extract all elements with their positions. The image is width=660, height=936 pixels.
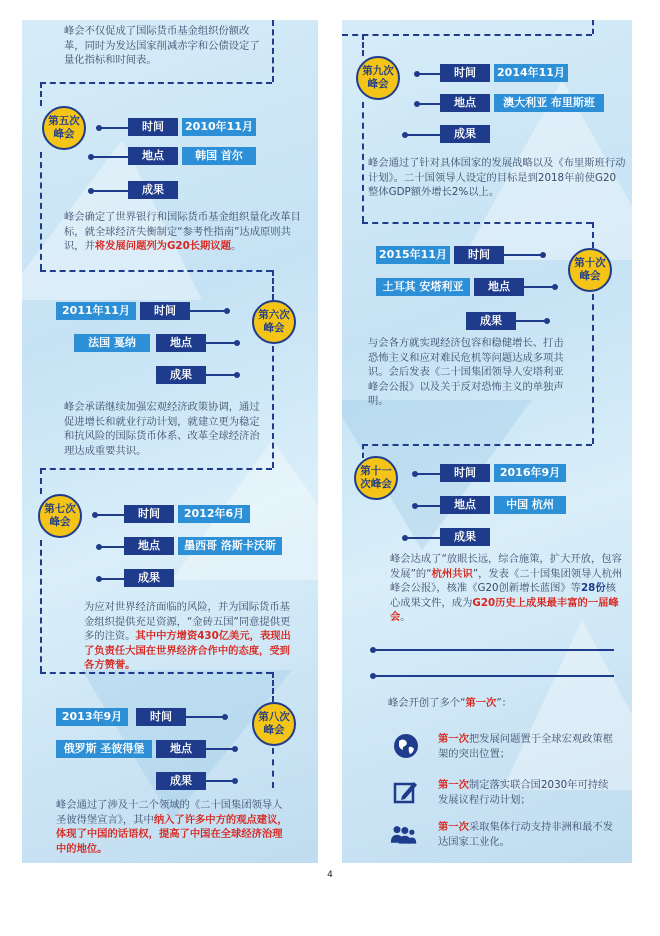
place-label: 地点 xyxy=(156,740,206,758)
summit-8-place: 俄罗斯 圣彼得堡 xyxy=(56,740,152,758)
result-label: 成果 xyxy=(466,312,516,330)
time-label: 时间 xyxy=(124,505,174,523)
firsts-title: 峰会开创了多个“第一次”： xyxy=(388,697,512,709)
summit-7-outcome: 为应对世界经济面临的风险，并为国际货币基金组织提供充足资源，“金砖五国”同意提供更多的注资。其中中方增资430亿美元，表现出了负责任大国在世界经济合作中的态度，受到各方赞誉。 xyxy=(84,601,291,671)
summit-5-outcome: 峰会确定了世界银行和国际货币基金组织量化改革目标，就全球经济失衡制定“参考性指南”达成原则共识，并将发展问题列为G20长期议题。 xyxy=(64,211,301,252)
summit-10-badge: 第十次峰会 xyxy=(568,248,612,292)
right-infographic-column xyxy=(342,20,632,863)
summit-9-date: 2014年11月 xyxy=(494,64,568,82)
summit-9-badge: 第九次峰会 xyxy=(356,56,400,100)
summit-6-place: 法国 戛纳 xyxy=(74,334,150,352)
result-label: 成果 xyxy=(156,772,206,790)
time-label: 时间 xyxy=(140,302,190,320)
summit-11-place: 中国 杭州 xyxy=(494,496,566,514)
summit-6-badge: 第六次峰会 xyxy=(252,300,296,344)
first-item-2: 第一次制定落实联合国2030年可持续发展议程行动计划； xyxy=(438,779,609,806)
place-label: 地点 xyxy=(474,278,524,296)
summit-8-outcome: 峰会通过了涉及十二个领域的《二十国集团领导人圣彼得堡宣言》，其中纳入了许多中方的观点建议，体现了中国的话语权，提高了中国在全球经济治理中的地位。 xyxy=(56,799,288,855)
summit-6-outcome: 峰会承诺继续加强宏观经济政策协调，通过促进增长和就业行动计划，就建立更为稳定和抗风险的国际货币体系、改革全球经济治理达成重要共识。 xyxy=(64,401,260,457)
summit-11-date: 2016年9月 xyxy=(494,464,566,482)
place-label: 地点 xyxy=(124,537,174,555)
time-label: 时间 xyxy=(440,464,490,482)
place-label: 地点 xyxy=(440,496,490,514)
time-label: 时间 xyxy=(128,118,178,136)
summit-10-outcome: 与会各方就实现经济包容和稳健增长、打击恐怖主义和应对难民危机等问题达成多项共识。会后发表《二十国集团领导人安塔利亚峰会公报》以及关于反对恐怖主义的单独声明。 xyxy=(368,337,564,407)
summit-10-place: 土耳其 安塔利亚 xyxy=(376,278,470,296)
summit-11-badge: 第十一次峰会 xyxy=(354,456,398,500)
summit-11-outcome: 峰会达成了“放眼长远，综合施策，扩大开放，包容发展”的“杭州共识”，发表《二十国集团领导人杭州峰会公报》，核准《G20创新增长蓝图》等28份核心成果文件，成为G20历史上成果最丰富的一届峰会。 xyxy=(390,553,623,623)
result-label: 成果 xyxy=(156,366,206,384)
time-label: 时间 xyxy=(136,708,186,726)
place-label: 地点 xyxy=(128,147,178,165)
people-group-icon xyxy=(390,820,418,848)
summit-8-badge: 第八次峰会 xyxy=(252,702,296,746)
summit-7-date: 2012年6月 xyxy=(178,505,250,523)
result-label: 成果 xyxy=(124,569,174,587)
summit-9-place: 澳大利亚 布里斯班 xyxy=(494,94,604,112)
globe-icon xyxy=(392,732,420,760)
time-label: 时间 xyxy=(440,64,490,82)
first-item-3: 第一次采取集体行动支持非洲和最不发达国家工业化。 xyxy=(438,821,614,848)
summit-7-place: 墨西哥 洛斯卡沃斯 xyxy=(178,537,282,555)
summit-5-place: 韩国 首尔 xyxy=(182,147,256,165)
first-item-1: 第一次把发展问题置于全球宏观政策框架的突出位置； xyxy=(438,733,614,760)
summit-5-badge: 第五次峰会 xyxy=(42,106,86,150)
summit-10-date: 2015年11月 xyxy=(376,246,450,264)
place-label: 地点 xyxy=(440,94,490,112)
summit-5-date: 2010年11月 xyxy=(182,118,256,136)
intro-paragraph: 峰会不仅促成了国际货币基金组织份额改革，同时为发达国家削减赤字和公债设定了量化指标和时间表。 xyxy=(64,25,260,66)
time-label: 时间 xyxy=(454,246,504,264)
result-label: 成果 xyxy=(440,125,490,143)
result-label: 成果 xyxy=(440,528,490,546)
summit-6-date: 2011年11月 xyxy=(56,302,136,320)
result-label: 成果 xyxy=(128,181,178,199)
left-infographic-column xyxy=(22,20,318,863)
page-number: 4 xyxy=(327,870,333,880)
summit-8-date: 2013年9月 xyxy=(56,708,128,726)
pen-edit-icon xyxy=(392,778,420,806)
place-label: 地点 xyxy=(156,334,206,352)
summit-7-badge: 第七次峰会 xyxy=(38,494,82,538)
summit-9-outcome: 峰会通过了针对具体国家的发展战略以及《布里斯班行动计划》。二十国领导人设定的目标是到2018年前使G20整体GDP额外增长2%以上。 xyxy=(368,157,626,198)
